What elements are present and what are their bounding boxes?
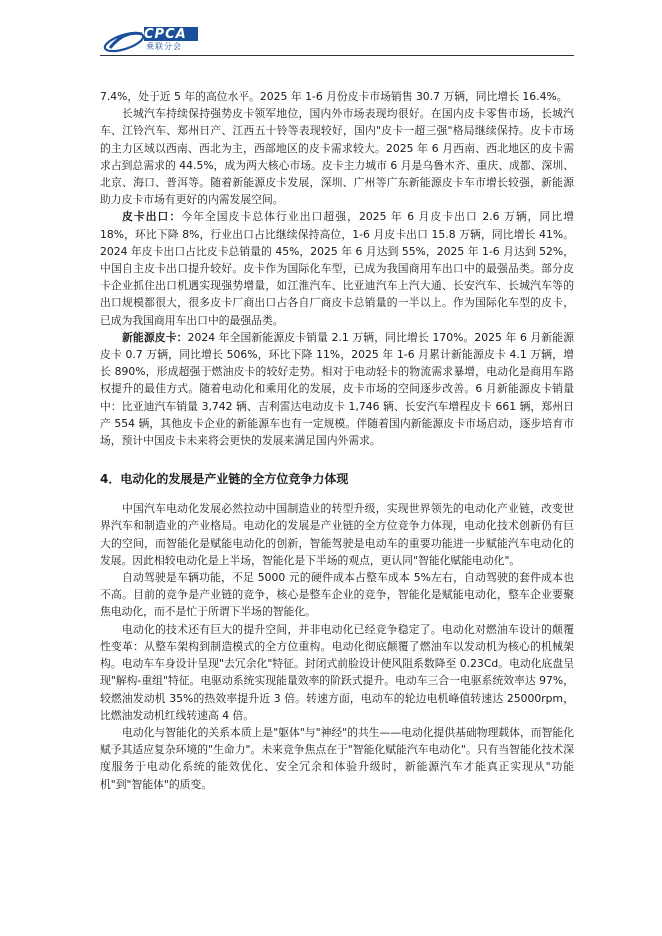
paragraph-autonomous: 自动驾驶是车辆功能，不足 5000 元的硬件成本占整车成本 5%左右，自动驾驶的套件成本也不高。目前的竞争是产业链的竞争，核心是整车企业的竞争，智能化是赋能电动化，整车企业要聚焦电动化，而不是忙于所谓下半场的智能化。 — [100, 571, 574, 619]
paragraph-export — [100, 208, 574, 328]
header-divider — [100, 55, 574, 56]
export-text: 今年全国皮卡总体行业出口超强，2025 年 6 月皮卡出口 2.6 万辆，同比增 18%，环比下降 8%，行业出口占比继续保持高位，1-6 月皮卡出口 15.8 万辆，同比增长 41%。2024 年皮卡出口占比皮卡总销量的 45%，2025 年 6 月达到 55%，2025 年 1-6 月达到 52%，中国自主皮卡出口提升较好。皮卡作为国际化车型，已成为我国商用车出口中的最强品类。部分皮卡企业抓住出口机遇实现强势增量，如江淮汽车、比亚迪汽车上汽大通、长安汽车、长城汽车等的出口规模都很大，很多皮卡厂商出口占各自厂商皮卡总销量的一半以上。作为国际化车型的皮卡，已成为我国商用车出口中的最强品类。 — [100, 210, 575, 327]
nev-text: 2024 年全国新能源皮卡销量 2.1 万辆，同比增长 170%。2025 年 6 月新能源皮卡 0.7 万辆，同比增长 506%，环比下降 11%，2025 年 1-6 月累计新能源皮卡 4.1 万辆，增长 890%，形成超强于燃油皮卡的较好走势。相对于电动轻卡的物流需求暴增，电动化是商用车路权提升的最佳方式。随着电动化和乘用化的发展，皮卡市场的空间逐步改善。6 月新能源皮卡销量中：比亚迪汽车销量 3,742 辆、吉利雷达电动皮卡 1,746 辆、长安汽车增程皮卡 661 辆，郑州日产 554 辆，其他皮卡企业的新能源车也有一定规模。伴随着国内新能源皮卡市场启动，逐步培育市场，预计中国皮卡未来将会更快的发展来满足国内外需求。 — [100, 330, 575, 448]
page-header — [100, 24, 574, 56]
export-label: 皮卡出口： — [122, 210, 182, 224]
nev-label: 新能源皮卡： — [122, 330, 188, 344]
logo-text: CPCA — [144, 27, 187, 42]
paragraph-relationship: 电动化与智能化的关系本质上是"躯体"与"神经"的共生——电动化提供基础物理载体，而智能化赋予其适应复杂环境的"生命力"。未来竞争焦点在于"智能化赋能汽车电动化"。只有当智能化技术深度服务于电动化系统的能效优化、安全冗余和体验升级时，新能源汽车才能真正实现从"功能机"到"智能体"的质变。 — [100, 725, 574, 791]
section-heading: 4．电动化的发展是产业链的全方位竞争力体现 — [100, 472, 349, 487]
paragraph-tech-space: 电动化的技术还有巨大的提升空间，并非电动化已经竞争稳定了。电动化对燃油车设计的颠覆性变革：从整车架构到制造模式的全方位重构。电动化彻底颠覆了燃油车以发动机为核心的机械架构。电动车车身设计呈现"去冗余化"特征。封闭式前脸设计使风阻系数降至 0.23Cd。电动化底盘呈现"解构-重组"特征。电驱动系统实现能量效率的阶跃式提升。电动车三合一电驱系统效率达 97%，较燃油发动机 35%的热效率提升近 3 倍。转速方面，电动车的轮边电机峰值转速达 25000rpm，比燃油发动机红线转速高 4 倍。 — [100, 622, 574, 722]
paragraph-great-wall: 长城汽车持续保持强势皮卡领军地位，国内外市场表现均很好。在国内皮卡零售市场，长城汽车、江铃汽车、郑州日产、江西五十铃等表现较好，国内"皮卡一超三强"格局继续保持。皮卡市场的主力区域以西南、西北为主，西部地区的皮卡需求较大。2025 年 6 月西南、西北地区的皮卡需求占到总需求的 44.5%，成为两大核心市场。皮卡主力城市 6 月是乌鲁木齐、重庆、成都、深圳、北京、海口、普洱等。随着新能源皮卡发展，深圳、广州等广东新能源皮卡车市增长较强，新能源助力皮卡市场有更好的内需发展空间。 — [100, 107, 574, 207]
paragraph-electrification: 中国汽车电动化发展必然拉动中国制造业的转型升级，实现世界领先的电动化产业链，改变世界汽车和制造业的产业格局。电动化的发展是产业链的全方位竞争力体现，电动化技术创新仍有巨大的空间，而智能化是赋能电动化的创新，智能驾驶是电动车的重要功能进一步赋能汽车电动化的发展。因此相较电动化是上半场，智能化是下半场的观点，更认同"智能化赋能电动化"。 — [100, 502, 574, 567]
paragraph-nev-pickup — [100, 329, 574, 449]
logo-subtitle: 乘联分会 — [146, 42, 182, 51]
document-body — [100, 88, 574, 793]
paragraph-intro: 7.4%，处于近 5 年的高位水平。2025 年 1-6 月份皮卡市场销售 30.7 万辆，同比增长 16.4%。 — [100, 90, 568, 103]
